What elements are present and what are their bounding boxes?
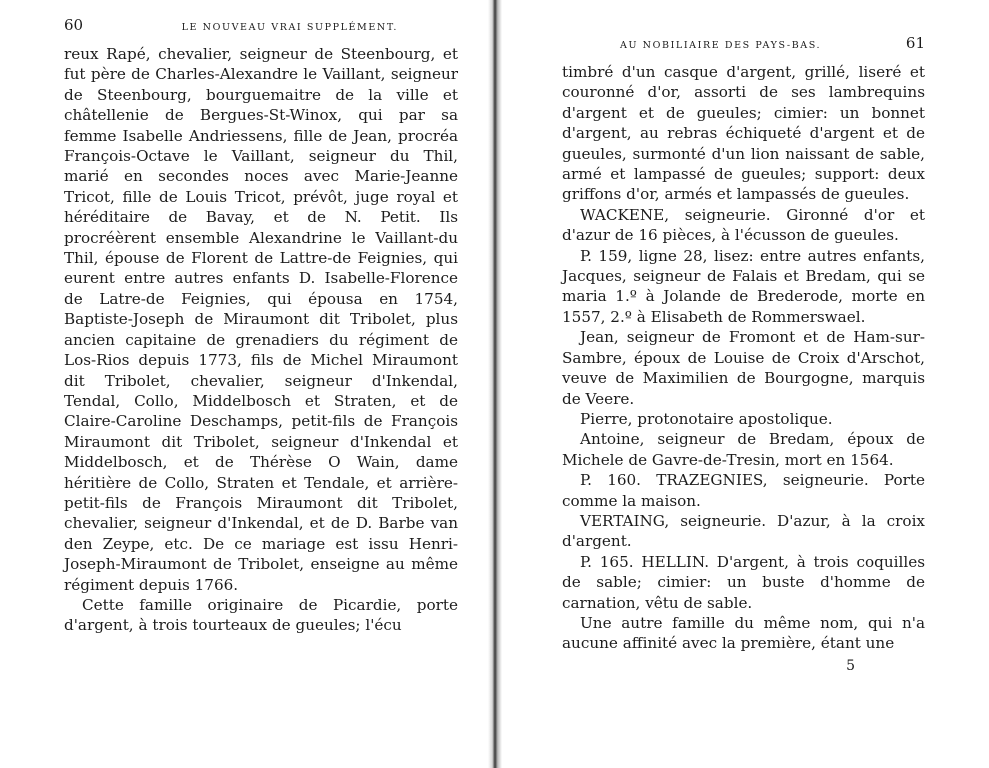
left-page-number: 60 [64, 16, 84, 34]
right-page-body [562, 62, 925, 654]
left-page [0, 0, 488, 768]
paragraph: P. 159, ligne 28, lisez: entre autres enfants, Jacques, seigneur de Falais et Bredam, qui se maria 1.º à Jolande de Brederode, morte en 1557, 2.º à Elisabeth de Rommerswael. [562, 246, 925, 326]
left-running-title: LE NOUVEAU VRAI SUPPLÉMENT. [181, 22, 398, 33]
paragraph: P. 165. HELLIN. D'argent, à trois coquilles de sable; cimier: un buste d'homme de carnation, vêtu de sable. [562, 552, 925, 612]
paragraph: WACKENE, seigneurie. Gironné d'or et d'azur de 16 pièces, à l'écusson de gueules. [562, 205, 925, 245]
paragraph: Pierre, protonotaire apostolique. [580, 409, 833, 428]
right-page-header [562, 34, 925, 62]
paragraph: Antoine, seigneur de Bredam, époux de Michele de Gavre-de-Tresin, mort en 1564. [562, 430, 925, 469]
paragraph: Cette famille originaire de Picardie, porte d'argent, à trois tourteaux de gueules; l'écu [64, 595, 458, 635]
signature-mark: 5 [846, 657, 855, 674]
right-page [502, 0, 989, 768]
left-page-header [64, 16, 458, 44]
paragraph: Jean, seigneur de Fromont et de Ham-sur-Sambre, époux de Louise de Croix d'Arschot, veuve de Maximilien de Bourgogne, marquis de Veere. [562, 328, 925, 408]
right-page-number: 61 [905, 34, 925, 52]
paragraph: Une autre famille du même nom, qui n'a aucune affinité avec la première, étant une [562, 613, 925, 653]
book-gutter [488, 0, 502, 768]
paragraph: P. 160. TRAZEGNIES, seigneurie. Porte comme la maison. [562, 471, 925, 510]
paragraph: VERTAING, seigneurie. D'azur, à la croix d'argent. [562, 511, 925, 551]
right-running-title: AU NOBILIAIRE DES PAYS-BAS. [620, 40, 822, 51]
paragraph: timbré d'un casque d'argent, grillé, liseré et couronné d'or, assorti de ses lambrequins d'argent et de gueules; cimier: un bonnet d'argent, au rebras échiqueté d'argent et de gueules, surmonté d'un lion naissant de sable, armé et lampassé de gueules; support: deux griffons d'or, armés et lampassés de gueules. [562, 63, 925, 204]
left-page-body [64, 44, 458, 636]
paragraph: reux Rapé, chevalier, seigneur de Steenbourg, et fut père de Charles-Alexandre le Vaillant, seigneur de Steenbourg, bourguemaitre de la ville et châtellenie de Bergues-St-Winox, qui par sa femme Isabelle Andriessens, fille de Jean, procréa François-Octave le Vaillant, seigneur du Thil, marié en secondes noces avec Marie-Jeanne Tricot, fille de Louis Tricot, prévôt, juge royal et héréditaire de Bavay, et de N. Petit. Ils procréèrent ensemble Alexandrine le Vaillant-du Thil, épouse de Florent de Lattre-de Feignies, qui eurent entre autres enfants D. Isabelle-Florence de Latre-de Feignies, qui épousa en 1754, Baptiste-Joseph de Miraumont dit Tribolet, plus ancien capitaine de grenadiers du régiment de Los-Rios depuis 1773, fils de Michel Miraumont dit Tribolet, chevalier, seigneur d'Inkendal, Tendal, Collo, Middelbosch et Straten, et de Claire-Caroline Deschamps, petit-fils de François Miraumont dit Tribolet, seigneur d'Inkendal et Middelbosch, et de Thérèse O Wain, dame héritière de Collo, Straten et Tendale, et arrière-petit-fils de François Miraumont dit Tribolet, chevalier, seigneur d'Inkendal, et de D. Barbe van den Zeype, etc. De ce mariage est issu Henri-Joseph-Miraumont de Tribolet, enseigne au même régiment depuis 1766. [64, 45, 458, 594]
